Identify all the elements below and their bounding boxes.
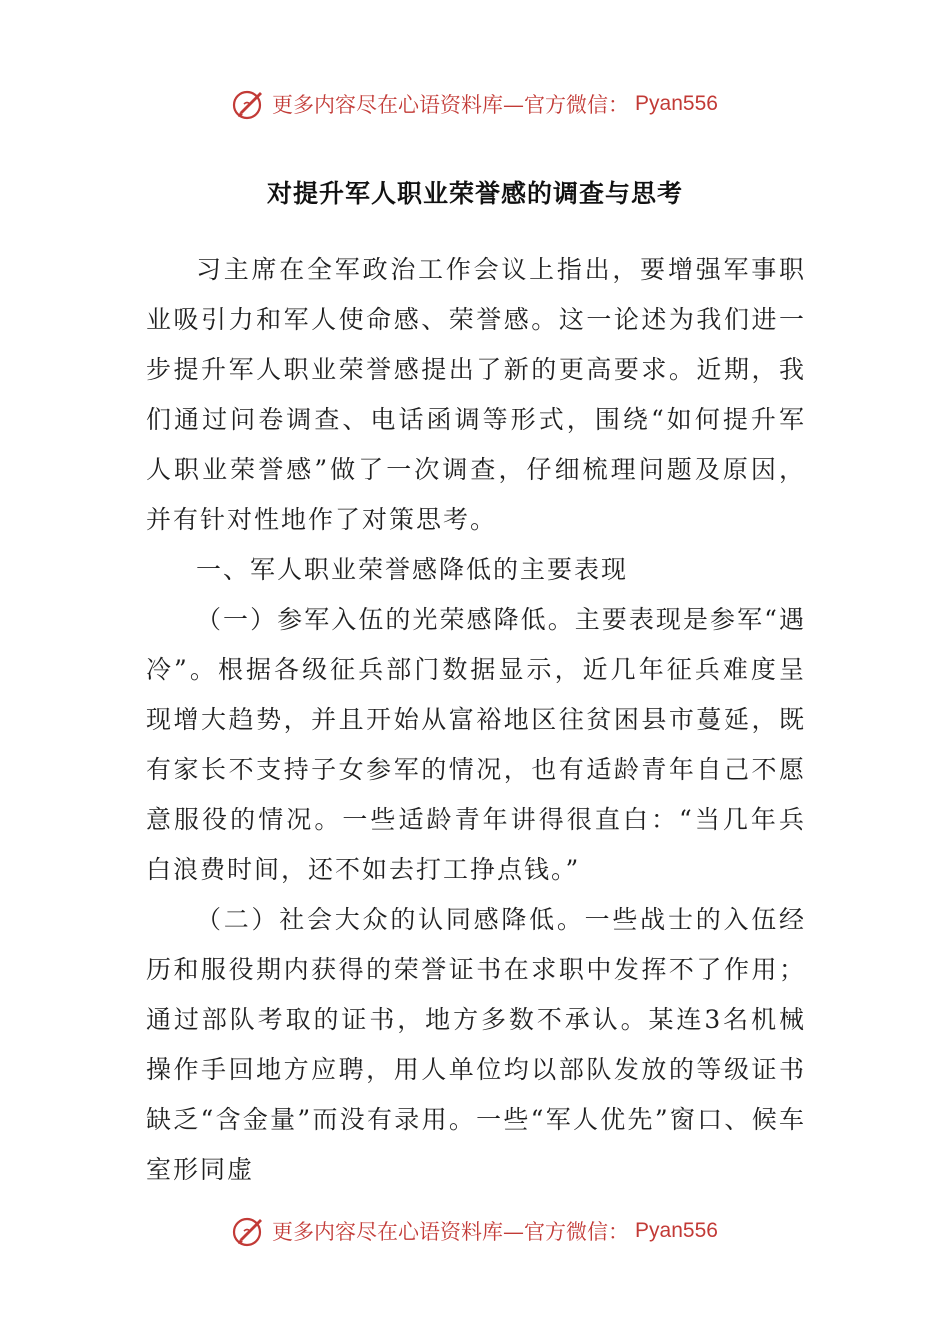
watermark-text: 更多内容尽在心语资料库—官方微信： (272, 1220, 630, 1244)
watermark-text: 更多内容尽在心语资料库—官方微信： (272, 93, 630, 117)
pen-logo-icon (232, 87, 266, 121)
intro-paragraph: 习主席在全军政治工作会议上指出，要增强军事职业吸引力和军人使命感、荣誉感。这一论述为我们进一步提升军人职业荣誉感提出了新的更高要求。近期，我们通过问卷调查、电话函调等形式，围绕“如何提升军人职业荣誉感”做了一次调查，仔细梳理问题及原因，并有针对性地作了对策思考。 (146, 255, 806, 534)
watermark-wechat-id: Pyan556 (635, 1219, 718, 1242)
watermark-header (0, 82, 950, 126)
document-body (146, 245, 806, 1195)
watermark-footer (0, 1209, 950, 1253)
pen-logo-icon (232, 1214, 266, 1248)
subsection-paragraph-1: （一）参军入伍的光荣感降低。主要表现是参军“遇冷”。根据各级征兵部门数据显示，近几年征兵难度呈现增大趋势，并且开始从富裕地区往贫困县市蔓延，既有家长不支持子女参军的情况，也有适龄青年自己不愿意服役的情况。一些适龄青年讲得很直白：“当几年兵白浪费时间，还不如去打工挣点钱。” (146, 605, 806, 884)
document-title: 对提升军人职业荣誉感的调查与思考 (266, 179, 683, 208)
section-heading: 一、军人职业荣誉感降低的主要表现 (196, 555, 629, 584)
watermark-wechat-id: Pyan556 (635, 92, 718, 115)
subsection-paragraph-2: （二）社会大众的认同感降低。一些战士的入伍经历和服役期内获得的荣誉证书在求职中发挥不了作用；通过部队考取的证书，地方多数不承认。某连3名机械操作手回地方应聘，用人单位均以部队发放的等级证书缺乏“含金量”而没有录用。一些“军人优先”窗口、候车室形同虚 (146, 905, 806, 1184)
